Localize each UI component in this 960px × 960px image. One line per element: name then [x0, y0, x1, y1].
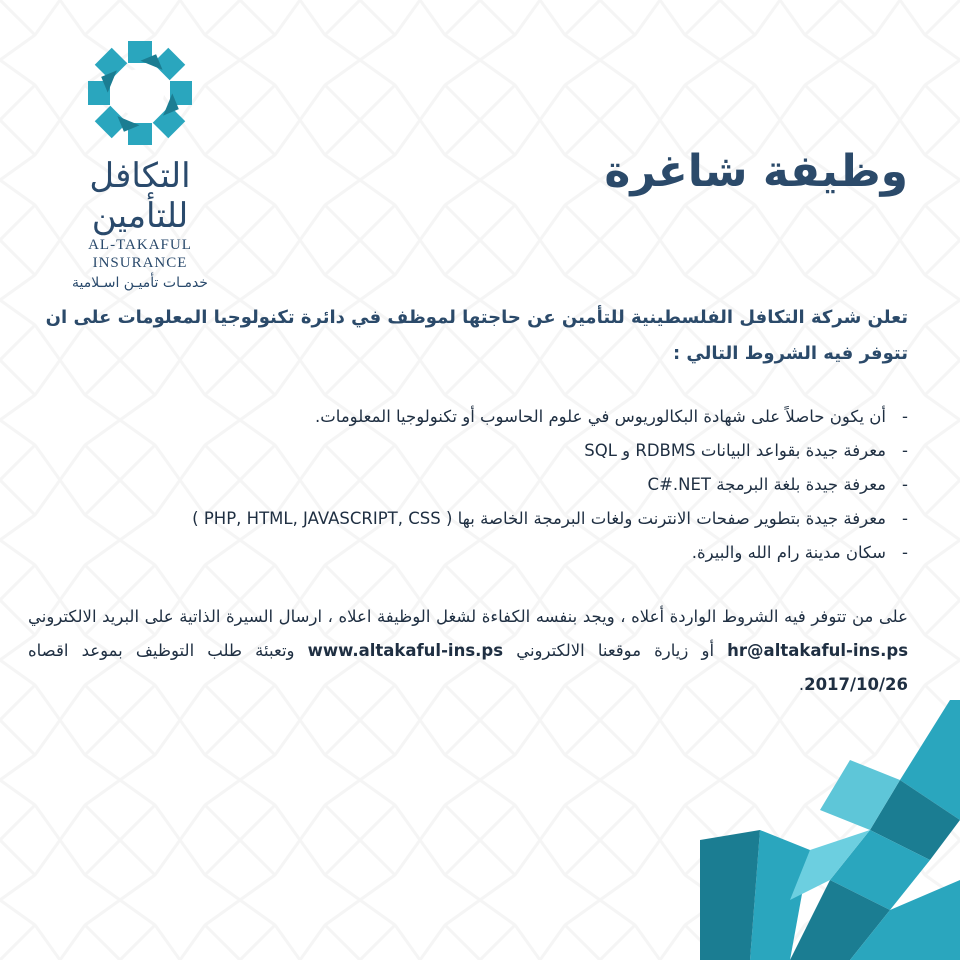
closing-text: أو زيارة موقعنا الالكتروني [516, 641, 715, 660]
list-marker: - [902, 543, 908, 562]
list-item [38, 434, 908, 468]
requirements-list [38, 400, 908, 570]
deadline-date: 2017/10/26 [804, 675, 908, 694]
list-marker: - [902, 509, 908, 528]
company-logo [40, 38, 240, 294]
requirement-text: معرفة جيدة بقواعد البيانات RDBMS و SQL [584, 441, 886, 460]
list-item [38, 502, 908, 536]
logo-english-name: AL-TAKAFUL INSURANCE [88, 237, 192, 271]
intro-paragraph: تعلن شركة التكافل الفلسطينية للتأمين عن حاجتها لموظف في دائرة تكنولوجيا المعلومات على ان تتوفر فيه الشروط التالي : [45, 307, 908, 364]
closing-text: وتعبئة طلب التوظيف بموعد اقصاه [28, 641, 295, 660]
page-title: وظيفة شاغرة [604, 146, 908, 197]
list-item [38, 400, 908, 434]
logo-emblem-icon [85, 38, 195, 148]
list-marker: - [902, 475, 908, 494]
list-item [38, 468, 908, 502]
website-link[interactable]: www.altakaful-ins.ps [307, 641, 504, 660]
closing-text: على من تتوفر فيه الشروط الواردة أعلاه ، ويجد بنفسه الكفاءة لشغل الوظيفة اعلاه ، ارسال السيرة الذاتية على البريد الالكتروني [28, 607, 908, 626]
list-marker: - [902, 407, 908, 426]
email-link[interactable]: hr@altakaful-ins.ps [727, 641, 909, 660]
list-marker: - [902, 441, 908, 460]
closing-end: . [798, 675, 805, 694]
decorative-corner-shape [700, 700, 960, 960]
closing-paragraph [28, 600, 908, 702]
logo-arabic-name: التكافل للتأمين [89, 156, 191, 236]
requirement-text: معرفة جيدة بتطوير صفحات الانترنت ولغات البرمجة الخاصة بها ( PHP, HTML, JAVASCRIPT, CSS ) [192, 509, 886, 528]
requirement-text: سكان مدينة رام الله والبيرة. [691, 543, 886, 562]
requirement-text: أن يكون حاصلاً على شهادة البكالوريوس في علوم الحاسوب أو تكنولوجيا المعلومات. [315, 407, 886, 426]
logo-tagline: خدمـات تأميـن اسـلامية [72, 275, 208, 291]
requirement-text: معرفة جيدة بلغة البرمجة C#.NET [647, 475, 886, 494]
list-item [38, 536, 908, 570]
